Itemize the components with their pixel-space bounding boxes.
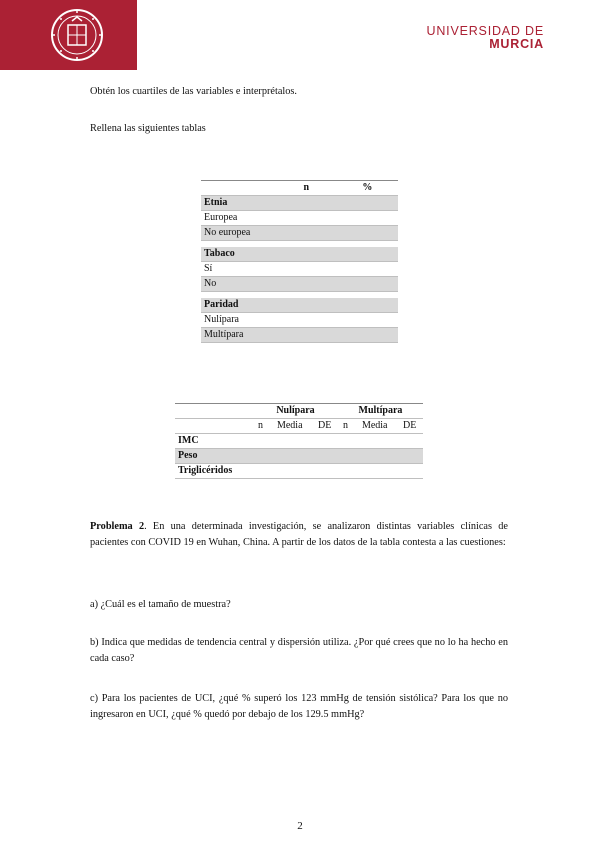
table-row <box>201 226 398 241</box>
table-row <box>175 434 423 449</box>
row-label: No <box>201 277 276 292</box>
question-b: b) Indica que medidas de tendencia central y dispersión utiliza. ¿Por qué crees que no lo ha hecho en cada caso? <box>90 637 508 664</box>
subheader-cell: n <box>253 419 268 434</box>
problem2-title: Problema 2 <box>90 521 145 532</box>
row-label: Triglicéridos <box>175 464 253 479</box>
table-row <box>201 211 398 226</box>
subheader-cell: DE <box>311 419 338 434</box>
question-a: a) ¿Cuál es el tamaño de muestra? <box>90 599 231 610</box>
university-seal-icon <box>50 8 104 62</box>
problem2-text: . En una determinada investigación, se analizaron distintas variables clínicas de pacientes con COVID 19 en Wuhan, China. A partir de los datos de la tabla contesta a las cuestiones: <box>90 521 508 548</box>
university-line1: UNIVERSIDAD DE <box>426 24 544 38</box>
table-header-row <box>201 181 398 196</box>
subheader-cell: Media <box>353 419 396 434</box>
problem2-paragraph <box>90 519 508 551</box>
university-wordmark <box>427 25 544 51</box>
row-label: Multípara <box>201 328 276 343</box>
group-label: Etnia <box>201 196 276 211</box>
table-row <box>201 262 398 277</box>
table-group-row <box>201 247 398 262</box>
group-header: Nulípara <box>253 404 338 419</box>
table-group-row <box>201 298 398 313</box>
table-group-row <box>201 196 398 211</box>
page-number: 2 <box>297 820 303 832</box>
table-row <box>175 464 423 479</box>
group-header: Multípara <box>338 404 423 419</box>
subheader-cell: DE <box>396 419 423 434</box>
subheader-cell: Media <box>268 419 311 434</box>
header-logo-band <box>0 0 137 70</box>
table-header-cell: n <box>276 181 337 196</box>
table-frequencies <box>201 180 398 343</box>
row-label: No europea <box>201 226 276 241</box>
university-line2: MURCIA <box>489 37 544 51</box>
group-label: Tabaco <box>201 247 276 262</box>
row-label: IMC <box>175 434 253 449</box>
table-header-cell <box>201 181 276 196</box>
table-header-cell: % <box>337 181 398 196</box>
question-c: c) Para los pacientes de UCI, ¿qué % superó los 123 mmHg de tensión sistólica? Para los que no ingresaron en UCI, ¿qué % quedó por debajo de los 129.5 mmHg? <box>90 693 508 720</box>
table-row <box>201 313 398 328</box>
subheader-cell: n <box>338 419 353 434</box>
row-label: Europea <box>201 211 276 226</box>
fill-tables-text: Rellena las siguientes tablas <box>90 123 206 134</box>
row-label: Sí <box>201 262 276 277</box>
table-descriptives <box>175 403 423 479</box>
group-label: Paridad <box>201 298 276 313</box>
row-label: Peso <box>175 449 253 464</box>
table-subheader-row <box>175 419 423 434</box>
table-row <box>175 449 423 464</box>
table-row <box>201 328 398 343</box>
table-group-header-row <box>175 404 423 419</box>
instruction-text: Obtén los cuartiles de las variables e interprétalos. <box>90 86 298 97</box>
table-row <box>201 277 398 292</box>
row-label: Nulípara <box>201 313 276 328</box>
